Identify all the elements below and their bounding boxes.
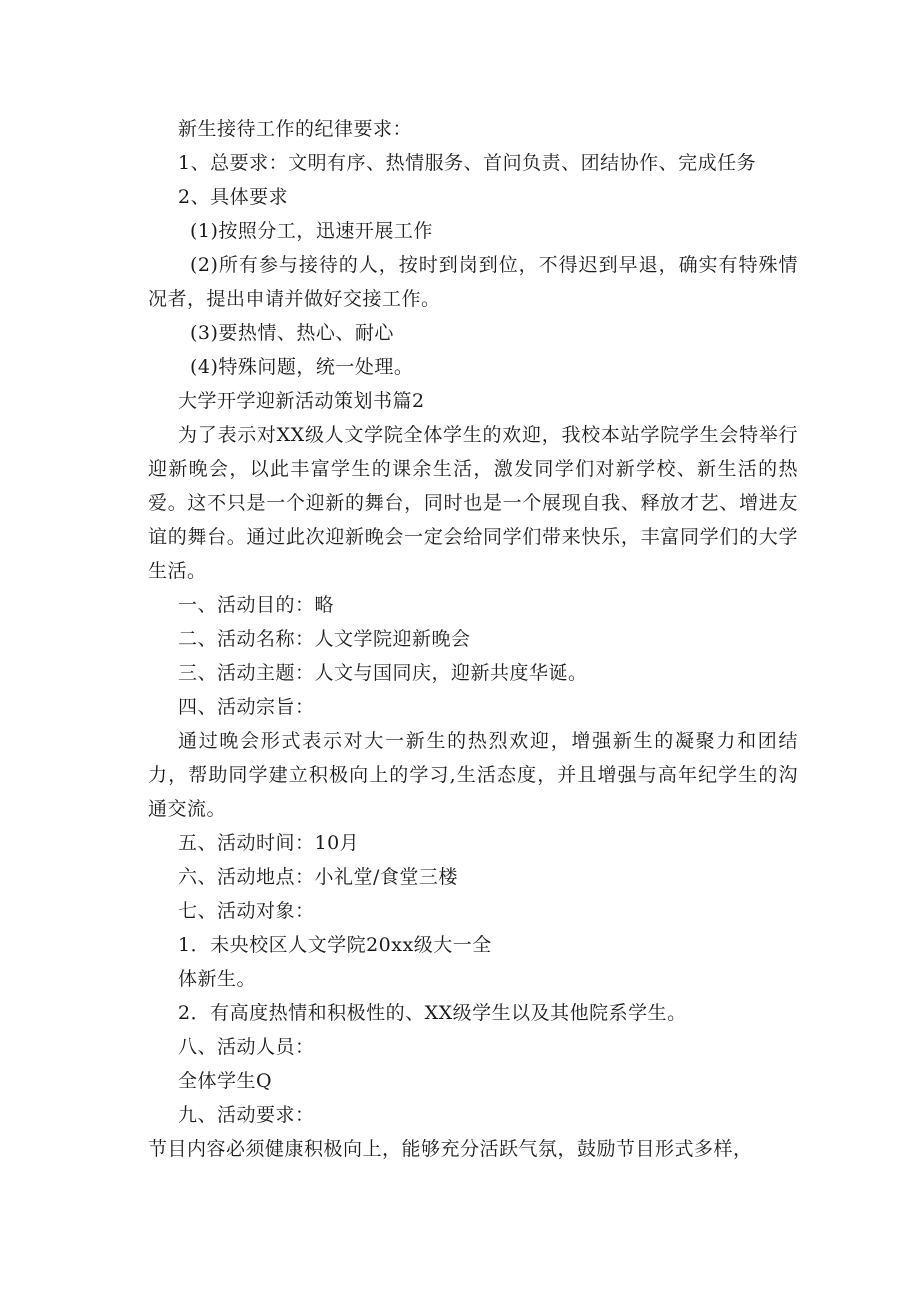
sub-item-1: (1)按照分工，迅速开展工作 — [190, 220, 433, 242]
item-time: 五、活动时间：10月 — [178, 832, 360, 854]
item-theme: 三、活动主题：人文与国同庆，迎新共度华诞。 — [178, 662, 588, 684]
list-item-specific-requirements: 2、具体要求 — [178, 186, 289, 208]
document-body — [148, 112, 798, 1166]
audience-line-1-cont: 体新生。 — [178, 968, 257, 990]
requirements-paragraph: 节目内容必须健康积极向上，能够充分活跃气氛，鼓励节目形式多样， — [148, 1138, 753, 1160]
item-staff: 八、活动人员： — [178, 1036, 315, 1058]
item-requirements: 九、活动要求： — [178, 1104, 315, 1126]
sub-item-2: (2)所有参与接待的人，按时到岗到位，不得迟到早退，确实有特殊情况者，提出申请并做好交接工作。 — [148, 254, 798, 310]
sub-item-4: (4)特殊问题，统一处理。 — [190, 356, 414, 378]
intro-paragraph: 为了表示对XX级人文学院全体学生的欢迎，我校本站学院学生会特举行迎新晚会，以此丰富学生的课余生活，激发同学们对新学校、新生活的热爱。这不只是一个迎新的舞台，同时也是一个展现自我、释放才艺、增进友谊的舞台。通过此次迎新晚会一定会给同学们带来快乐，丰富同学们的大学生活。 — [148, 424, 798, 582]
item-name: 二、活动名称：人文学院迎新晚会 — [178, 628, 471, 650]
item-aim: 四、活动宗旨： — [178, 696, 315, 718]
section-title-part2: 大学开学迎新活动策划书篇2 — [178, 390, 425, 412]
item-location: 六、活动地点：小礼堂/食堂三楼 — [178, 866, 458, 888]
section-heading-discipline: 新生接待工作的纪律要求： — [178, 118, 413, 140]
aim-paragraph: 通过晚会形式表示对大一新生的热烈欢迎，增强新生的凝聚力和团结力，帮助同学建立积极向上的学习,生活态度，并且增强与高年纪学生的沟通交流。 — [148, 730, 798, 820]
sub-item-3: (3)要热情、热心、耐心 — [190, 322, 394, 344]
item-audience: 七、活动对象： — [178, 900, 315, 922]
staff-line: 全体学生Q — [178, 1070, 273, 1092]
audience-line-1: 1．未央校区人文学院20xx级大一全 — [178, 934, 492, 956]
item-purpose: 一、活动目的：略 — [178, 594, 335, 616]
list-item-general-requirement: 1、总要求：文明有序、热情服务、首问负责、团结协作、完成任务 — [178, 152, 757, 174]
audience-line-2: 2．有高度热情和积极性的、XX级学生以及其他院系学生。 — [178, 1002, 687, 1024]
